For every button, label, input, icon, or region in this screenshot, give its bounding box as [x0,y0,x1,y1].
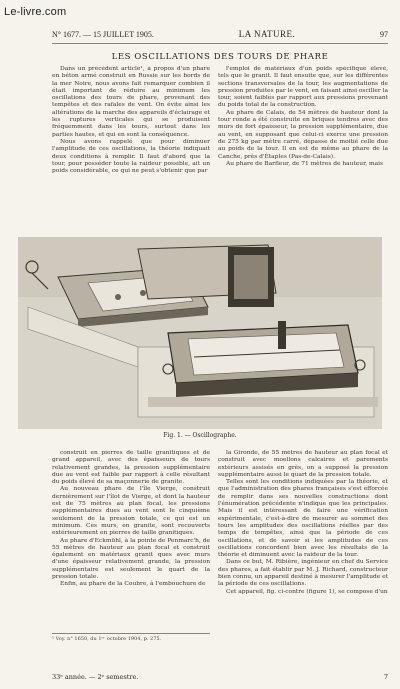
column-2 [218,66,388,236]
volume-info: 33ᵉ année. — 2ᵉ semestre. [52,673,139,681]
issue-number: N° 1677. — 15 JUILLET 1905. [52,30,154,39]
paragraph: Au phare d'Eckmühl, à la pointe de Penmarc'h, de 55 mètres de hauteur au plan focal et construit également en matériaux granit ques avec murs d'une épaisseur relativement grande, la pression supplémentaire est seulement le quart de la pression totale. [52,537,210,581]
paragraph: Enfin, au phare de la Coubre, à l'embouchure de [60,581,206,588]
paragraph: construit en pierres de taille granitiques et de grand appareil, avec des épaisseurs de tours relativement grandes, la pression supplémentaire due au vent est faible par rapport à celle résultant du poids élevé de sa maçonnerie de granite. [52,450,210,486]
site-logo: Le-livre.com [4,6,67,18]
paragraph: Nous avons rappelé que pour diminuer l'amplitude de ces oscillations, la théorie indiquait deux conditions à remplir. Il faut d'abord que la tour, pour posséder toute la raideur possible, ait un poids considérable, ce qui ne peut s'obtenir que par [52,138,210,175]
paragraph: Au nouveau phare de l'île Vierge, construit dernièrement sur l'îlot de Vierge, et dont la hauteur est de 75 mètres au plan focal, les pressions supplémentaires dues au vent sont le cinquième seulement de la pression totale, ce qui est un minimum. Ces murs, en granite, sont recouverts extérieurement en pierres de taille granitiques. [52,486,210,537]
column-1 [52,66,210,236]
article-title: LES OSCILLATIONS DES TOURS DE PHARE [111,52,329,62]
page-footer [52,673,388,683]
page-number: 97 [380,30,388,39]
page-header [52,29,388,44]
oscillograph-illustration [18,237,382,429]
paragraph: Cet appareil, fig. ci-contre (figure 1), se compose d'un [226,588,388,595]
paragraph: Telles sont les conditions indiquées par la théorie, et que l'administration des phares françaises s'est efforcée de remplir dans ses nouvelles constructions dont l'énumération précédente n'indique que les principales. Mais il est intéressant de faire une vérification expérimentale, c'est-à-dire de mesurer au sommet des tours les amplitudes des oscillations réelles par des temps de tempêtes, ainsi que la période de ces oscillations, et de savoir si les amplitudes de ces oscillations concordent bien avec les résultats de la théorie et diminuent avec la raideur de la tour. [218,479,388,559]
column-4 [218,450,388,665]
footnote: ¹ Voy. n° 1650, du 1ᵉʳ octobre 1904, p. 275. [52,633,210,642]
paragraph: la Gironde, de 55 mètres de hauteur au plan focal et construit avec moellons calcaires et parements extérieurs assisés en grès, on a supposé la pression supplémentaire aussi le quart de la pression totale. [218,450,388,478]
paragraph: Dans un précédent article¹, à propos d'un phare en béton armé construit en Russie sur les bords de la mer Noire, nous avons fait remarquer combien il était important de réduire au minimum les oscillations des tours de phare, provenant des tempêtes et des rafales de vent. On évite ainsi les altérations de la marche des appareils d'éclairage et les ruptures verticales qui se produisent fréquemment dans les tours, surtout dans les parties hautes, et qui en sont la conséquence. [52,66,210,138]
paragraph: Au phare de Calais, de 54 mètres de hauteur dont la tour ronde a été construite en briques tendres avec des murs de fort épaisseur, la pression supplémentaire, due au vent, en supposant que celui-ci exerce une pression de 275 kg par mètre carré, dépasse de moitié celle due au poids de la tour. Il en est de même au phare de la Canche, près d'Étaples (Pas-de-Calais). [218,109,388,160]
figure-caption: Fig. 1. — Oscillographe. [163,432,237,439]
signature-mark: 7 [383,673,388,681]
paragraph: l'emploi de matériaux d'un poids spécifique élevé, tels que le granit. Il faut ensuite que, sur les différentes sections transversales de la tour, les augmentations de pression produites par le vent, en faisant ainsi osciller la tour, soient faibles par rapport aux pressions provenant du poids total de la construction. [218,66,388,109]
paragraph: Dans ce but, M. Ribière, ingénieur en chef du Service des phares, a fait établir par M. J. Richard, constructeur bien connu, un appareil destiné à mesurer l'amplitude et la période de ces oscillations. [218,559,388,588]
column-3 [52,450,210,630]
paragraph: Au phare de Barfleur, de 71 mètres de hauteur, mais [226,160,384,167]
magazine-name: LA NATURE. [238,29,296,39]
